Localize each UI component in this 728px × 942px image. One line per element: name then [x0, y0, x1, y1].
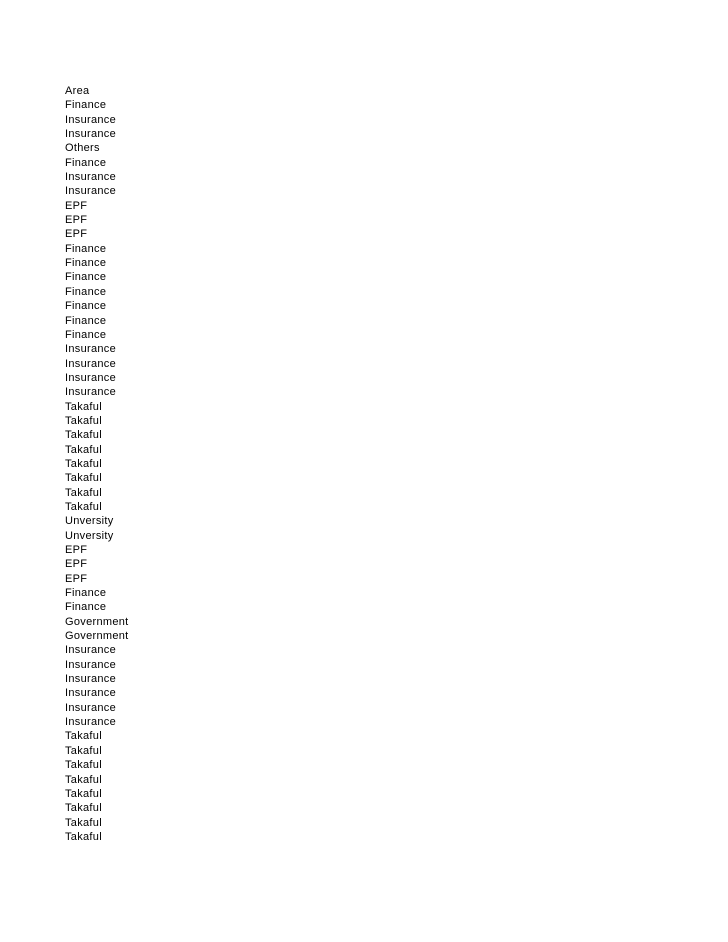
area-cell: Insurance — [65, 113, 117, 126]
area-cell: Insurance — [65, 171, 117, 184]
area-cell: Takaful — [65, 457, 102, 470]
area-cell: Unversity — [65, 515, 114, 528]
area-cell: Takaful — [65, 773, 102, 786]
area-cell: Insurance — [65, 658, 117, 671]
area-cell: Insurance — [65, 128, 117, 141]
area-cell: EPF — [65, 544, 88, 556]
area-cell: Insurance — [65, 716, 117, 729]
area-cell: Takaful — [65, 730, 102, 743]
area-cell: EPF — [65, 214, 88, 227]
area-cell: Takaful — [65, 744, 102, 757]
area-cell: Takaful — [65, 400, 102, 413]
area-cell: Insurance — [65, 357, 117, 370]
area-cell: Unversity — [65, 529, 114, 542]
area-cell: Finance — [65, 99, 107, 112]
area-cell: Finance — [65, 271, 107, 284]
area-cell: Others — [65, 142, 100, 155]
area-cell: EPF — [65, 228, 88, 241]
area-cell: Takaful — [65, 414, 102, 427]
area-cell: Insurance — [65, 673, 117, 686]
area-cell: Insurance — [65, 687, 117, 700]
area-cell: Insurance — [65, 644, 117, 657]
area-cell: Insurance — [65, 701, 117, 714]
area-cell: Takaful — [65, 500, 102, 513]
area-cell: Takaful — [65, 787, 102, 800]
area-cell: Insurance — [65, 386, 117, 399]
area-cell: EPF — [65, 558, 88, 571]
area-cell: Takaful — [65, 830, 102, 843]
area-cell: Takaful — [65, 759, 102, 772]
area-cell: Takaful — [65, 429, 102, 442]
area-cell: EPF — [65, 572, 88, 585]
column-header: Area — [65, 85, 90, 97]
area-cell: Finance — [65, 257, 107, 270]
area-cell: Government — [65, 615, 129, 628]
area-cell: Finance — [65, 300, 107, 313]
area-column — [65, 84, 129, 844]
area-cell: Insurance — [65, 185, 117, 198]
area-cell: Government — [65, 630, 129, 643]
area-cell: Takaful — [65, 486, 102, 499]
area-cell: Insurance — [65, 371, 117, 384]
area-cell: Takaful — [65, 816, 102, 829]
area-cell: Finance — [65, 601, 107, 614]
area-cell: Finance — [65, 242, 107, 255]
area-cell: Takaful — [65, 443, 102, 456]
area-cell: Finance — [65, 314, 107, 327]
area-cell: Takaful — [65, 472, 102, 485]
area-cell: Takaful — [65, 802, 102, 815]
area-cell: EPF — [65, 199, 88, 212]
area-cell: Finance — [65, 328, 107, 341]
area-cell: Insurance — [65, 343, 117, 356]
area-cell: Finance — [65, 285, 107, 298]
area-cell: Finance — [65, 587, 107, 600]
area-cell: Finance — [65, 156, 107, 169]
